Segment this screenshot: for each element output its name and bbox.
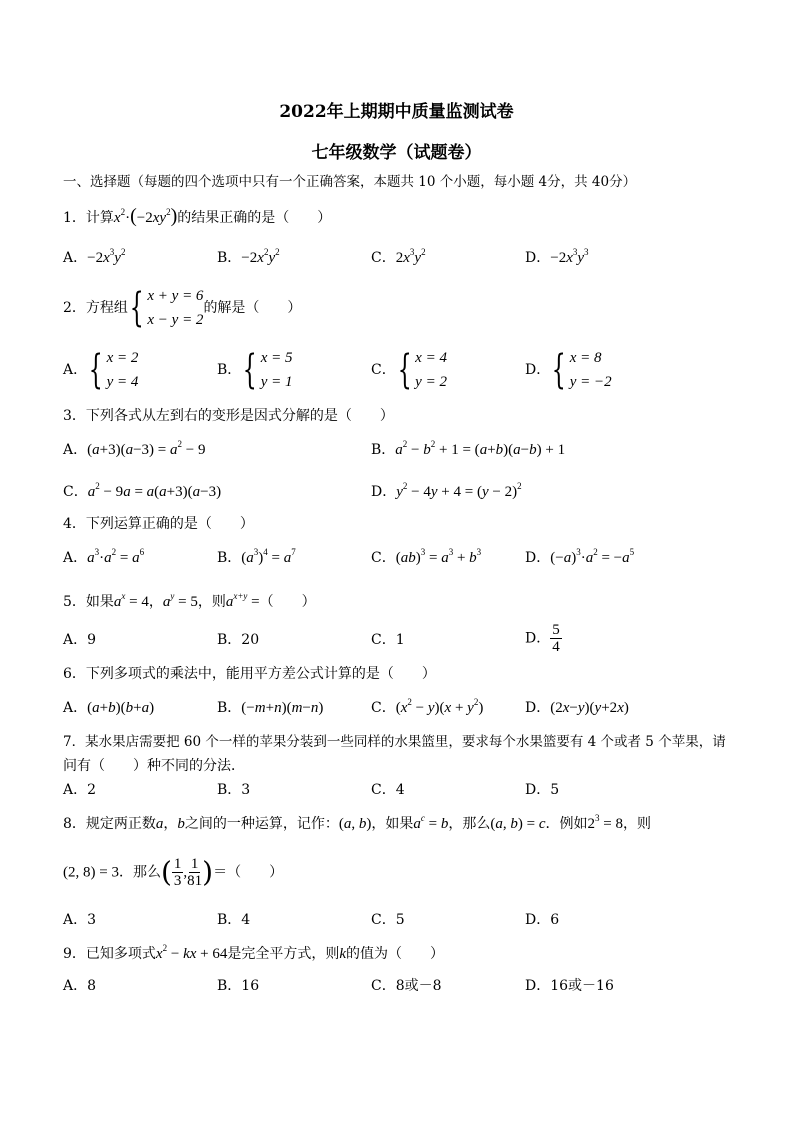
q3-option-a[interactable]: A．$(a+3)(a-3) = a^2 - 9$	[63, 439, 206, 458]
question-1: 1．计算$x^2\cdot(-2xy^2)$的结果正确的是（ ）	[63, 205, 332, 227]
question-5: 5．如果$a^x = 4$，$a^y = 5$，则$a^{x+y}$ =（ ）	[63, 591, 316, 610]
q9-option-b[interactable]: B．16	[217, 978, 260, 994]
question-2: 2．方程组 { x + y = 6 x − y = 2 的解是（ ）	[63, 285, 302, 331]
q1-option-d[interactable]: D．$-2x^3y^3$	[525, 247, 589, 266]
q1-option-c[interactable]: C．$2x^3y^2$	[371, 247, 426, 266]
q4-option-d[interactable]: D．$(-a)^3\cdot a^2 = -a^5$	[525, 547, 635, 566]
question-9: 9．已知多项式$x^2$ − kx + 64是完全平方式，则k的值为（ ）	[63, 943, 445, 962]
question-4: 4．下列运算正确的是（ ）	[63, 516, 254, 532]
q3-option-d[interactable]: D．$y^2 - 4y + 4 = (y - 2)^2$	[371, 481, 522, 500]
q4-option-a[interactable]: A．$a^3\cdot a^2 = a^6$	[63, 547, 145, 566]
q2-option-c[interactable]: C． { x = 4 y = 2	[371, 347, 447, 393]
q7-option-d[interactable]: D．5	[525, 782, 560, 798]
q5-option-d[interactable]: D． $\frac{5}{4}$	[525, 622, 560, 655]
q9-option-d[interactable]: D．16或－16	[525, 978, 614, 994]
q6-option-d[interactable]: D．(2x−y)(y+2x)	[525, 700, 629, 716]
question-7-line2: 问有（ ）种不同的分法．	[63, 758, 245, 774]
question-3: 3．下列各式从左到右的变形是因式分解的是（ ）	[63, 408, 394, 424]
q9-option-c[interactable]: C．8或－8	[371, 978, 442, 994]
q1-option-a[interactable]: A．$-2x^3y^2$	[63, 247, 126, 266]
q8-option-b[interactable]: B．4	[217, 912, 251, 928]
q5-option-c[interactable]: C．1	[371, 632, 405, 648]
q1-option-b[interactable]: B．$-2x^2y^2$	[217, 247, 280, 266]
q3-option-c[interactable]: C．$a^2 - 9a = a(a+3)(a-3)$	[63, 481, 222, 500]
q8-option-a[interactable]: A．3	[63, 912, 97, 928]
question-8-line2: (2, 8) = 3．那么( $\frac{1}{3}$ , $\frac{1}{81}$ )＝（ ）	[63, 855, 284, 889]
q7-option-a[interactable]: A．2	[63, 782, 97, 798]
q8-option-d[interactable]: D．6	[525, 912, 560, 928]
q6-option-a[interactable]: A．(a+b)(b+a)	[63, 700, 155, 716]
exam-title: 2022年上期期中质量监测试卷	[279, 102, 514, 122]
question-8-line1: 8．规定两正数a，b之间的一种运算，记作：(a, b)，如果$a^c = b$，那么(a, b) = c．例如$2^3 = 8$，则	[63, 813, 651, 832]
q7-option-b[interactable]: B．3	[217, 782, 251, 798]
q5-option-b[interactable]: B．20	[217, 632, 260, 648]
q2-option-b[interactable]: B． { x = 5 y = 1	[217, 347, 293, 393]
q8-option-c[interactable]: C．5	[371, 912, 405, 928]
q2-option-d[interactable]: D． { x = 8 y = −2	[525, 347, 612, 393]
exam-subtitle: 七年级数学（试题卷）	[311, 143, 482, 163]
q6-option-c[interactable]: C．$(x^2 - y)(x + y^2)$	[371, 697, 484, 716]
q7-option-c[interactable]: C．4	[371, 782, 405, 798]
q2-option-a[interactable]: A． { x = 2 y = 4	[63, 347, 139, 393]
q5-option-a[interactable]: A．9	[63, 632, 97, 648]
q6-option-b[interactable]: B．(−m+n)(m−n)	[217, 700, 324, 716]
question-7-line1: 7．某水果店需要把 60 个一样的苹果分装到一些同样的水果篮里，要求每个水果篮要有 4 个或者 5 个苹果，请	[63, 734, 726, 750]
question-6: 6．下列多项式的乘法中，能用平方差公式计算的是（ ）	[63, 666, 436, 682]
section-heading: 一、选择题（每题的四个选项中只有一个正确答案，本题共 10 个小题，每小题 4分，共 40分）	[63, 174, 637, 190]
q4-option-c[interactable]: C．$(ab)^3 = a^3 + b^3$	[371, 547, 482, 566]
q3-option-b[interactable]: B．$a^2 - b^2 + 1 = (a+b)(a-b) + 1$	[371, 439, 566, 458]
q4-option-b[interactable]: B．$(a^3)^4 = a^7$	[217, 547, 296, 566]
q9-option-a[interactable]: A．8	[63, 978, 97, 994]
